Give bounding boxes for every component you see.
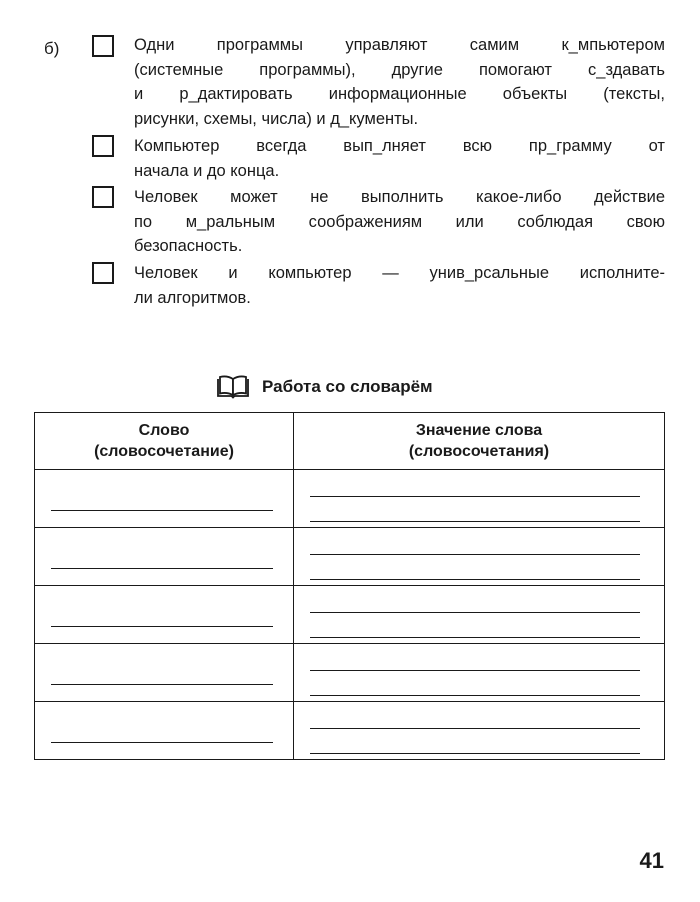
word-cell: [35, 644, 294, 702]
statement-1-line-4: рисунки, схемы, числа) и д_кументы.: [134, 109, 419, 128]
statement-1-line-3: и р_дактировать информационные объекты (тексты,: [134, 85, 665, 103]
meaning-column-header: [294, 413, 665, 470]
dictionary-table: [34, 412, 665, 760]
meaning-answer-line[interactable]: [310, 496, 640, 497]
statement-4-line-1: Человек и компьютер — унив_рсальные исполните-: [134, 264, 665, 282]
meaning-answer-line[interactable]: [310, 637, 640, 638]
word-answer-line[interactable]: [51, 626, 273, 627]
book-icon: [216, 375, 250, 399]
word-answer-line[interactable]: [51, 510, 273, 511]
section-marker: б): [44, 39, 60, 58]
statement-4: [134, 261, 665, 310]
statement-2-line-1: Компьютер всегда вып_лняет всю пр_грамму от: [134, 137, 665, 155]
word-column-header: [35, 413, 294, 470]
statement-2-line-2: начала и до конца.: [134, 161, 280, 180]
statement-2-checkbox[interactable]: [92, 135, 114, 157]
dictionary-title: Работа со словарём: [262, 377, 433, 396]
statement-1-line-1: Одни программы управляют самим к_мпьютером: [134, 36, 665, 54]
meaning-cell: [294, 644, 665, 702]
table-row: [35, 586, 665, 644]
table-row: [35, 470, 665, 528]
meaning-answer-line[interactable]: [310, 695, 640, 696]
word-cell: [35, 528, 294, 586]
meaning-answer-line[interactable]: [310, 579, 640, 580]
meaning-answer-line[interactable]: [310, 753, 640, 754]
meaning-answer-line[interactable]: [310, 670, 640, 671]
meaning-column-header-line-2: (словосочетания): [408, 443, 550, 460]
word-cell: [35, 702, 294, 760]
meaning-cell: [294, 470, 665, 528]
meaning-answer-line[interactable]: [310, 554, 640, 555]
word-answer-line[interactable]: [51, 684, 273, 685]
table-row: [35, 644, 665, 702]
meaning-cell: [294, 702, 665, 760]
statement-1-line-2: (системные программы), другие помогают с_здавать: [134, 60, 665, 79]
statement-4-line-2: ли алгоритмов.: [134, 288, 251, 307]
word-answer-line[interactable]: [51, 742, 273, 743]
word-answer-line[interactable]: [51, 568, 273, 569]
table-row: [35, 528, 665, 586]
word-cell: [35, 470, 294, 528]
statement-3-line-1: Человек может не выполнить какое-либо действие: [134, 188, 665, 206]
statement-3: [134, 185, 665, 259]
meaning-answer-line[interactable]: [310, 728, 640, 729]
meaning-cell: [294, 586, 665, 644]
meaning-cell: [294, 528, 665, 586]
statement-4-checkbox[interactable]: [92, 262, 114, 284]
statement-3-line-2: по м_ральным соображениям или соблюдая свою: [134, 212, 665, 231]
meaning-answer-line[interactable]: [310, 612, 640, 613]
word-column-header-line-1: Слово: [138, 422, 190, 439]
statement-3-line-3: безопасность.: [134, 237, 243, 255]
table-row: [35, 702, 665, 760]
page-number: 41: [639, 848, 664, 873]
statement-3-checkbox[interactable]: [92, 186, 114, 208]
statement-1-checkbox[interactable]: [92, 35, 114, 57]
meaning-column-header-line-1: Значение слова: [415, 422, 543, 439]
meaning-answer-line[interactable]: [310, 521, 640, 522]
statement-1: [134, 33, 665, 131]
statement-2: [134, 134, 665, 183]
word-column-header-line-2: (словосочетание): [94, 443, 234, 460]
word-cell: [35, 586, 294, 644]
dictionary-heading: [216, 375, 433, 399]
